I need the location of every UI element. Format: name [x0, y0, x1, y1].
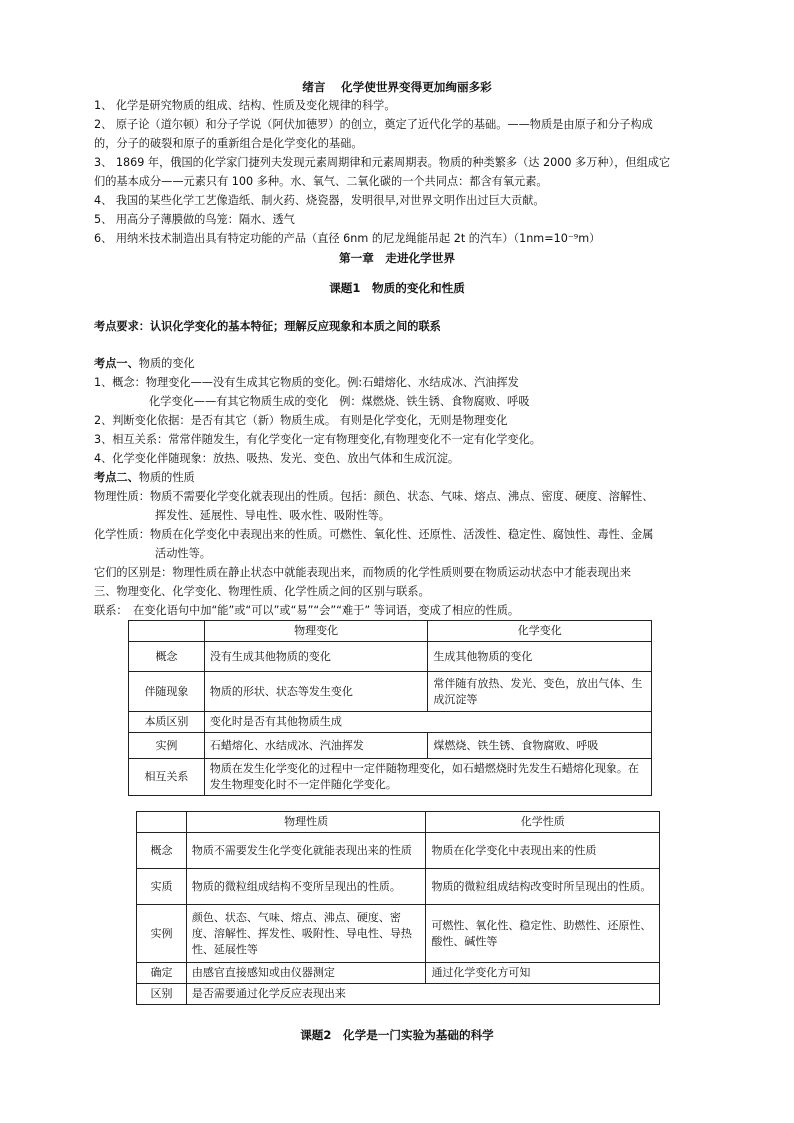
table-cell: 物质不需要发生化学变化就能表现出来的性质 [186, 833, 426, 869]
point1-heading [94, 355, 706, 372]
row-label: 确定 [137, 963, 187, 984]
table-cell [129, 621, 205, 642]
row-label: 本质区别 [129, 712, 205, 733]
table-row [137, 984, 660, 1005]
table-header-cell: 化学性质 [426, 812, 660, 833]
point2-line-1: 物理性质：物质不需要化学变化就表现出的性质。包括：颜色、状态、气味、熔点、沸点、密度、硬度、溶解性、 [94, 490, 654, 503]
table-cell: 物质的形状、状态等发生变化 [204, 672, 428, 712]
row-label: 概念 [129, 642, 205, 672]
table-header-cell: 物理性质 [186, 812, 426, 833]
table-row [137, 833, 660, 869]
point1-line-2: 化学变化——有其它物质生成的变化 例：煤燃烧、铁生锈、食物腐败、呼吸 [149, 395, 530, 408]
row-label: 实例 [137, 905, 187, 963]
table-cell: 生成其他物质的变化 [428, 642, 652, 672]
table-cell: 石蜡熔化、水结成冰、汽油挥发 [204, 733, 428, 759]
intro-title: 绪言 化学使世界变得更加绚丽多彩 [302, 80, 492, 94]
point2-line-3: 化学性质：物质在化学变化中表现出来的性质。可燃性、氧化性、还原性、活泼性、稳定性、腐蚀性、毒性、金属 [94, 528, 654, 541]
table-row [129, 642, 652, 672]
property-comparison-table [136, 811, 660, 1005]
table-header-cell: 物理变化 [204, 621, 428, 642]
table-row [137, 963, 660, 984]
chapter-title: 第一章 走进化学世界 [339, 251, 455, 265]
table-row [129, 712, 652, 733]
point2-line-7: 联系： 在变化语句中加“能”或“可以”或“易”“会”“难于” 等词语，变成了相应的性质。 [94, 604, 520, 617]
row-label: 概念 [137, 833, 187, 869]
intro-line-1: 1、 化学是研究物质的组成、结构、性质及变化规律的科学。 [94, 99, 396, 112]
table-row [129, 733, 652, 759]
point1-heading-text: 物质的变化 [138, 357, 195, 370]
table-cell: 是否需要通过化学反应表现出来 [186, 984, 659, 1005]
table-cell: 物质在发生化学变化的过程中一定伴随物理变化，如石蜡燃烧时先发生石蜡熔化现象。在发生物理变化时不一定伴随化学变化。 [204, 759, 651, 796]
point1-line-1: 1、概念：物理变化——没有生成其它物质的变化。例:石蜡熔化、水结成冰、汽油挥发 [94, 376, 519, 389]
intro-line-5: 5、 用高分子薄膜做的鸟笼：隔水、透气 [94, 213, 295, 226]
table-cell: 煤燃烧、铁生锈、食物腐败、呼吸 [428, 733, 652, 759]
point1-line-5: 4、化学变化伴随现象：放热、吸热、发光、变色、放出气体和生成沉淀。 [94, 452, 460, 465]
table-header-row [137, 812, 660, 833]
table-cell: 物质在化学变化中表现出来的性质 [426, 833, 660, 869]
point2-line-4: 活动性等。 [155, 547, 211, 560]
intro-line-4: 4、 我国的某些化学工艺像造纸、制火药、烧瓷器，发明很早,对世界文明作出过巨大贡献。 [94, 194, 545, 207]
table-cell: 变化时是否有其他物质生成 [204, 712, 651, 733]
point1-line-4: 3、相互关系：常常伴随发生，有化学变化一定有物理变化,有物理变化不一定有化学变化。 [94, 433, 541, 446]
point2-heading-bold: 考点二、 [94, 471, 139, 484]
intro-line-2: 2、 原子论（道尔顿）和分子学说（阿伏加德罗）的创立，奠定了近代化学的基础。——物质是由原子和分子构成 [94, 118, 653, 131]
table-cell: 常伴随有放热、发光、变色，放出气体、生成沉淀等 [428, 672, 652, 712]
row-label: 区别 [137, 984, 187, 1005]
table-cell: 物质的微粒组成结构改变时所呈现出的性质。 [426, 869, 660, 905]
row-label: 相互关系 [129, 759, 205, 796]
table-row [137, 869, 660, 905]
table-cell: 通过化学变化方可知 [426, 963, 660, 984]
row-label: 实质 [137, 869, 187, 905]
table-header-cell: 化学变化 [428, 621, 652, 642]
point2-heading-text: 物质的性质 [138, 471, 195, 484]
row-label: 伴随现象 [129, 672, 205, 712]
row-label: 实例 [129, 733, 205, 759]
point1-heading-bold: 考点一、 [94, 357, 139, 370]
change-comparison-table [128, 620, 652, 796]
table-row [137, 905, 660, 963]
intro-line-6: 6、 用纳米技术制造出具有特定功能的产品（直径 6nm 的尼龙绳能吊起 2t 的汽车）（1nm=10⁻⁹m） [94, 232, 601, 245]
table-cell: 颜色、状态、气味、熔点、沸点、硬度、密度、溶解性、挥发性、吸附性、导电性、导热性、延展性等 [186, 905, 426, 963]
lesson1-title: 课题1 物质的变化和性质 [329, 281, 465, 295]
intro-line-3: 3、 1869 年，俄国的化学家门捷列夫发现元素周期律和元素周期表。物质的种类繁多（达 2000 多万种），但组成它 [94, 156, 671, 169]
requirement: 考点要求：认识化学变化的基本特征；理解反应现象和本质之间的联系 [94, 320, 441, 333]
lesson2-title: 课题2 化学是一门实验为基础的科学 [300, 1028, 494, 1042]
table-cell: 可燃性、氧化性、稳定性、助燃性、还原性、酸性、碱性等 [426, 905, 660, 963]
intro-line-3b: 们的基本成分——元素只有 100 多种。水、氧气、二氧化碳的一个共同点：都含有氧元素。 [94, 175, 548, 188]
point2-line-5: 它们的区别是：物理性质在静止状态中就能表现出来，而物质的化学性质则要在物质运动状态中才能表现出来 [94, 566, 632, 579]
table-cell [137, 812, 187, 833]
point2-heading [94, 469, 706, 486]
table-row [129, 759, 652, 796]
table-header-row [129, 621, 652, 642]
table-cell: 由感官直接感知或由仪器测定 [186, 963, 426, 984]
table-row [129, 672, 652, 712]
point2-line-6: 三、物理变化、化学变化、物理性质、化学性质之间的区别与联系。 [94, 585, 430, 598]
table-cell: 没有生成其他物质的变化 [204, 642, 428, 672]
intro-line-2b: 的，分子的破裂和原子的重新组合是化学变化的基础。 [94, 137, 363, 150]
point1-line-3: 2、判断变化依据：是否有其它（新）物质生成。 有则是化学变化，无则是物理变化 [94, 414, 508, 427]
table-cell: 物质的微粒组成结构不变所呈现出的性质。 [186, 869, 426, 905]
point2-line-2: 挥发性、延展性、导电性、吸水性、吸附性等。 [155, 509, 390, 522]
